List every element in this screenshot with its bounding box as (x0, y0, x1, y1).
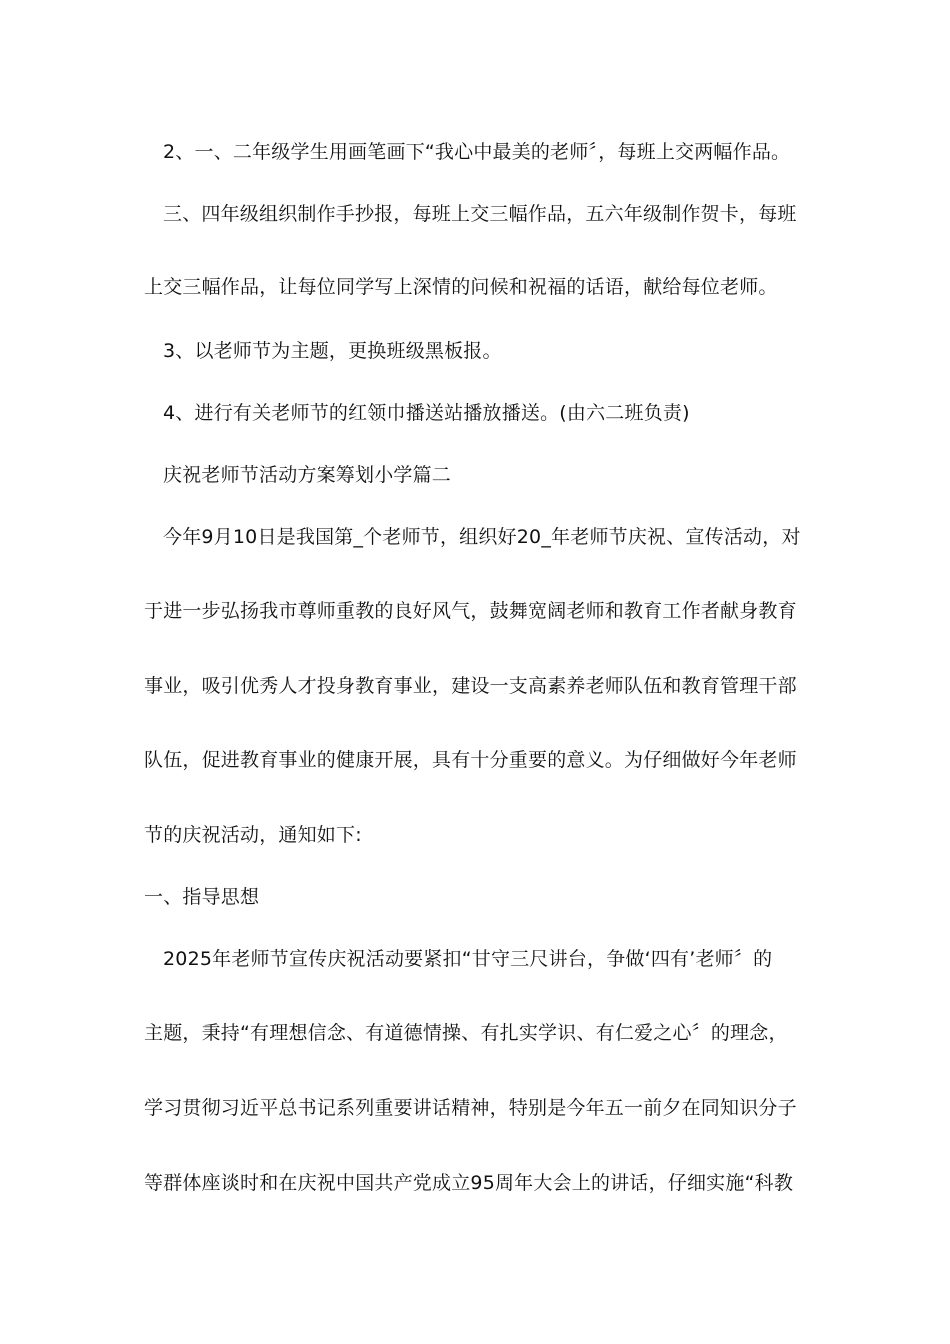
paragraph-line: 2025年老师节宣传庆祝活动要紧扣“甘守三尺讲台，争做‘四有’老师〞的 (163, 948, 773, 970)
paragraph-line: 事业，吸引优秀人才投身教育事业，建设一支高素养老师队伍和教育管理干部 (144, 675, 797, 697)
paragraph-line: 主题，秉持“有理想信念、有道德情操、有扎实学识、有仁爱之心〞的理念， (144, 1022, 788, 1044)
section-heading: 一、指导思想 (144, 886, 260, 908)
paragraph-line: 2、一、二年级学生用画笔画下“我心中最美的老师〞，每班上交两幅作品。 (163, 141, 791, 163)
paragraph-line: 队伍，促进教育事业的健康开展，具有十分重要的意义。为仔细做好今年老师 (144, 749, 797, 771)
paragraph-line: 3、以老师节为主题，更换班级黑板报。 (163, 340, 502, 362)
paragraph-line: 三、四年级组织制作手抄报，每班上交三幅作品，五六年级制作贺卡，每班 (163, 203, 797, 225)
paragraph-line: 4、进行有关老师节的红领巾播送站播放播送。(由六二班负责) (163, 402, 690, 424)
paragraph-line: 节的庆祝活动，通知如下: (144, 824, 362, 846)
paragraph-line: 上交三幅作品，让每位同学写上深情的问候和祝福的话语，献给每位老师。 (144, 276, 778, 298)
section-heading: 庆祝老师节活动方案筹划小学篇二 (163, 464, 452, 486)
paragraph-line: 学习贯彻习近平总书记系列重要讲话精神，特别是今年五一前夕在同知识分子 (144, 1097, 797, 1119)
paragraph-line: 等群体座谈时和在庆祝中国共产党成立95周年大会上的讲话，仔细实施“科教 (144, 1172, 794, 1194)
paragraph-line: 于进一步弘扬我市尊师重教的良好风气，鼓舞宽阔老师和教育工作者献身教育 (144, 600, 797, 622)
paragraph-line: 今年9月10日是我国第_个老师节，组织好20_年老师节庆祝、宣传活动，对 (163, 526, 801, 548)
